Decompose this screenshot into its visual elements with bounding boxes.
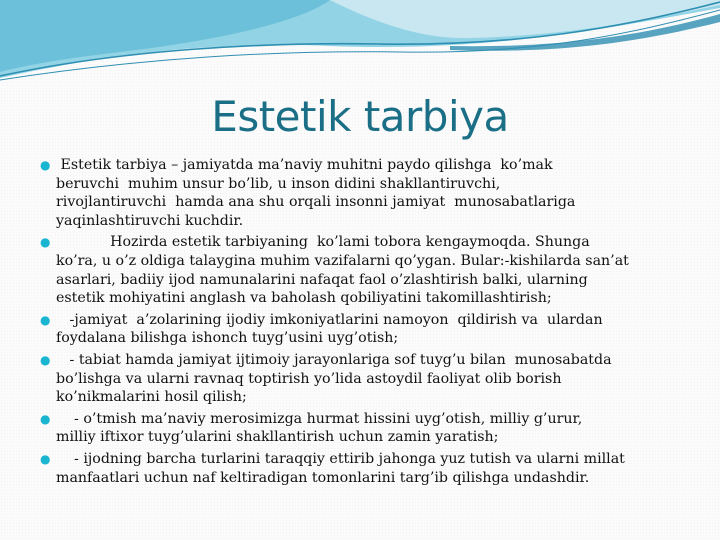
list-item [40,233,690,307]
bullet-icon: ● [40,312,51,327]
list-item [40,410,690,447]
bullet-icon: ● [40,411,51,426]
list-item-text: Hozirda estetik tarbiyaning ko’lami tobora kengaymoqda. Shunga ko’ra, u o’z oldiga talaygina muhim vazifalarni qo’ygan. Bular:-kishilarda san’at asarlari, badiiy ijod namunalarini nafaqat faol o’zlashtirish balki, ularning estetik mohiyatini anglash va baholash qobiliyatini takomillashtirish; [56,234,629,307]
bullet-icon: ● [40,451,51,466]
list-item-text: Estetik tarbiya – jamiyatda ma’naviy muhitni paydo qilishga ko’mak beruvchi muhim unsur bo’lib, u inson didini shakllantiruvchi, rivojlantiruvchi hamda ana shu orqali insonni jamiyat munosabatlariga yaqinlashtiruvchi kuchdir. [56,157,576,229]
list-item-text: - o’tmish ma’naviy merosimizga hurmat hissini uyg’otish, milliy g’urur, milliy iftixor tuyg’ularini shakllantirish uchun zamin yaratish; [56,410,583,446]
list-item [40,156,690,230]
list-item-text: - tabiat hamda jamiyat ijtimoiy jarayonlariga sof tuyg’u bilan munosabatda bo’lishga va ularni ravnaq toptirish yo’lida astoydil faoliyat olib borish ko’nikmalarini hosil qilish; [56,351,612,406]
bullet-icon: ● [40,352,51,367]
list-item [40,450,690,487]
list-item-text: - ijodning barcha turlarini taraqqiy ettirib jahonga yuz tutish va ularni millat manfaatlari uchun naf keltiradigan tomonlarini targ’ib qilishga undashdir. [56,450,625,486]
bullet-icon: ● [40,235,51,250]
list-item [40,351,690,407]
list-item [40,311,690,348]
bullet-icon: ● [40,158,51,172]
list-item-text: -jamiyat a’zolarining ijodiy imkoniyatlarini namoyon qildirish va ulardan foydalana bilishga ishonch tuyg’usini uyg’otish; [56,311,603,347]
slide-title: Estetik tarbiya [211,92,509,141]
bullet-list [40,156,690,490]
header-wave-decoration [0,0,720,90]
